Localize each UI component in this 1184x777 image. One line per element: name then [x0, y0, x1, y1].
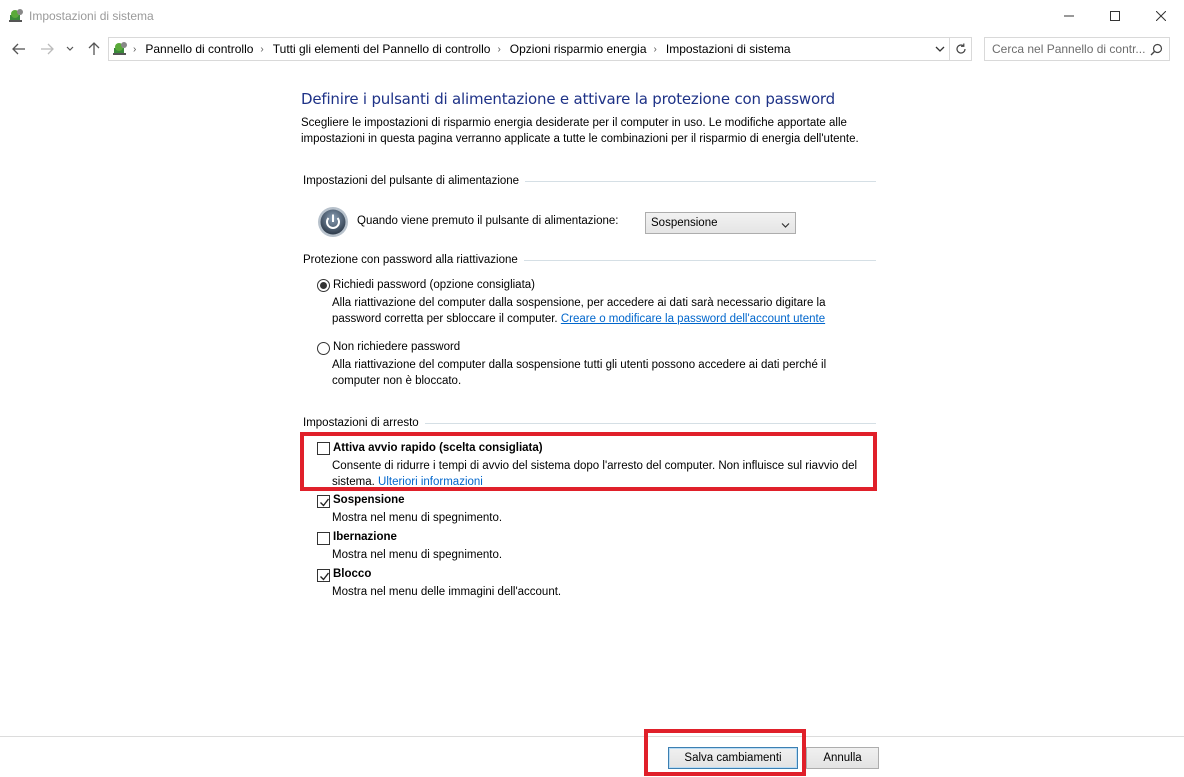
minimize-icon — [1064, 11, 1074, 21]
power-button-action-value: Sospensione — [651, 217, 718, 229]
page-title: Definire i pulsanti di alimentazione e attivare la protezione con password — [301, 90, 835, 108]
close-button[interactable] — [1138, 0, 1184, 32]
chevron-down-icon — [933, 42, 947, 56]
require-password-desc-text: Alla riattivazione del computer dalla sospensione, per accedere ai dati sarà necessario digitare la password corretta per sbloccare il computer. — [332, 297, 826, 325]
address-bar[interactable] — [108, 37, 950, 61]
search-input[interactable]: Cerca nel Pannello di contr... — [992, 42, 1146, 56]
refresh-button[interactable] — [950, 37, 972, 61]
hibernate-description: Mostra nel menu di spegnimento. — [332, 549, 503, 561]
lock-checkbox[interactable] — [317, 569, 330, 582]
up-button[interactable] — [84, 40, 104, 58]
breadcrumb-power-options[interactable]: Opzioni risparmio energia — [509, 42, 647, 56]
section-title-password: Protezione con password alla riattivazione — [303, 254, 524, 266]
search-icon[interactable] — [1150, 43, 1163, 56]
save-button-highlight — [644, 729, 806, 776]
chevron-down-icon — [66, 46, 74, 52]
forward-button[interactable] — [37, 40, 57, 58]
lock-label[interactable]: Blocco — [333, 568, 372, 580]
sleep-label[interactable]: Sospensione — [333, 494, 405, 506]
section-title-power-button: Impostazioni del pulsante di alimentazione — [303, 175, 525, 187]
maximize-icon — [1110, 11, 1120, 21]
back-button[interactable] — [9, 40, 29, 58]
require-password-description — [332, 295, 872, 327]
fast-startup-desc-text: Consente di ridurre i tempi di avvio del sistema dopo l'arresto del computer. Non influisce sul riavvio del sistema. — [332, 460, 858, 488]
minimize-button[interactable] — [1046, 0, 1092, 32]
page-description: Scegliere le impostazioni di risparmio energia desiderate per il computer in uso. Le modifiche apportate alle impostazioni in questa pagina verranno applicate a tutte le combinazioni per il risparmio di energia dell'utente. — [301, 117, 859, 145]
power-button-action-label: Quando viene premuto il pulsante di alimentazione: — [357, 215, 619, 227]
chevron-right-icon[interactable]: › — [497, 43, 501, 55]
control-panel-icon — [8, 8, 24, 24]
window-title: Impostazioni di sistema — [29, 9, 154, 23]
arrow-left-icon — [12, 43, 26, 55]
chevron-right-icon: › — [133, 43, 137, 55]
address-history-button[interactable] — [933, 42, 947, 56]
sleep-description: Mostra nel menu di spegnimento. — [332, 512, 503, 524]
no-password-description: Alla riattivazione del computer dalla sospensione tutti gli utenti possono accedere ai dati perché il computer non è bloccato. — [332, 359, 827, 387]
chevron-down-icon — [781, 219, 790, 228]
hibernate-checkbox[interactable] — [317, 532, 330, 545]
require-password-radio[interactable] — [317, 279, 330, 292]
section-title-shutdown: Impostazioni di arresto — [303, 417, 425, 429]
chevron-right-icon[interactable]: › — [653, 43, 657, 55]
footer-bar — [0, 736, 1184, 777]
refresh-icon — [955, 43, 967, 55]
save-button[interactable]: Salva cambiamenti — [668, 747, 798, 769]
control-panel-icon — [111, 41, 129, 57]
breadcrumb-all-items[interactable]: Tutti gli elementi del Pannello di controllo — [272, 42, 491, 56]
chevron-right-icon[interactable]: › — [260, 43, 264, 55]
fast-startup-highlight — [300, 432, 877, 491]
arrow-up-icon — [88, 42, 100, 56]
breadcrumb — [133, 42, 791, 56]
title-bar — [0, 0, 1184, 32]
no-password-radio[interactable] — [317, 342, 330, 355]
breadcrumb-system-settings[interactable]: Impostazioni di sistema — [665, 42, 791, 56]
checkmark-icon — [319, 571, 330, 582]
fast-startup-label[interactable]: Attiva avvio rapido (scelta consigliata) — [333, 442, 543, 454]
breadcrumb-control-panel[interactable]: Pannello di controllo — [145, 42, 254, 56]
power-icon — [317, 206, 349, 238]
hibernate-label[interactable]: Ibernazione — [333, 531, 397, 543]
maximize-button[interactable] — [1092, 0, 1138, 32]
sleep-checkbox[interactable] — [317, 495, 330, 508]
power-button-action-select[interactable] — [645, 212, 796, 234]
search-box[interactable] — [984, 37, 1170, 61]
more-info-link[interactable]: Ulteriori informazioni — [378, 476, 483, 488]
arrow-right-icon — [40, 43, 54, 55]
content-area — [0, 66, 1184, 736]
checkmark-icon — [319, 497, 330, 508]
lock-description: Mostra nel menu delle immagini dell'account. — [332, 586, 562, 598]
require-password-label[interactable]: Richiedi password (opzione consigliata) — [333, 279, 535, 291]
close-icon — [1156, 11, 1166, 21]
recent-locations-button[interactable] — [63, 40, 77, 58]
no-password-label[interactable]: Non richiedere password — [333, 341, 461, 353]
cancel-button[interactable]: Annulla — [806, 747, 879, 769]
change-password-link[interactable]: Creare o modificare la password dell'account utente — [560, 313, 826, 325]
